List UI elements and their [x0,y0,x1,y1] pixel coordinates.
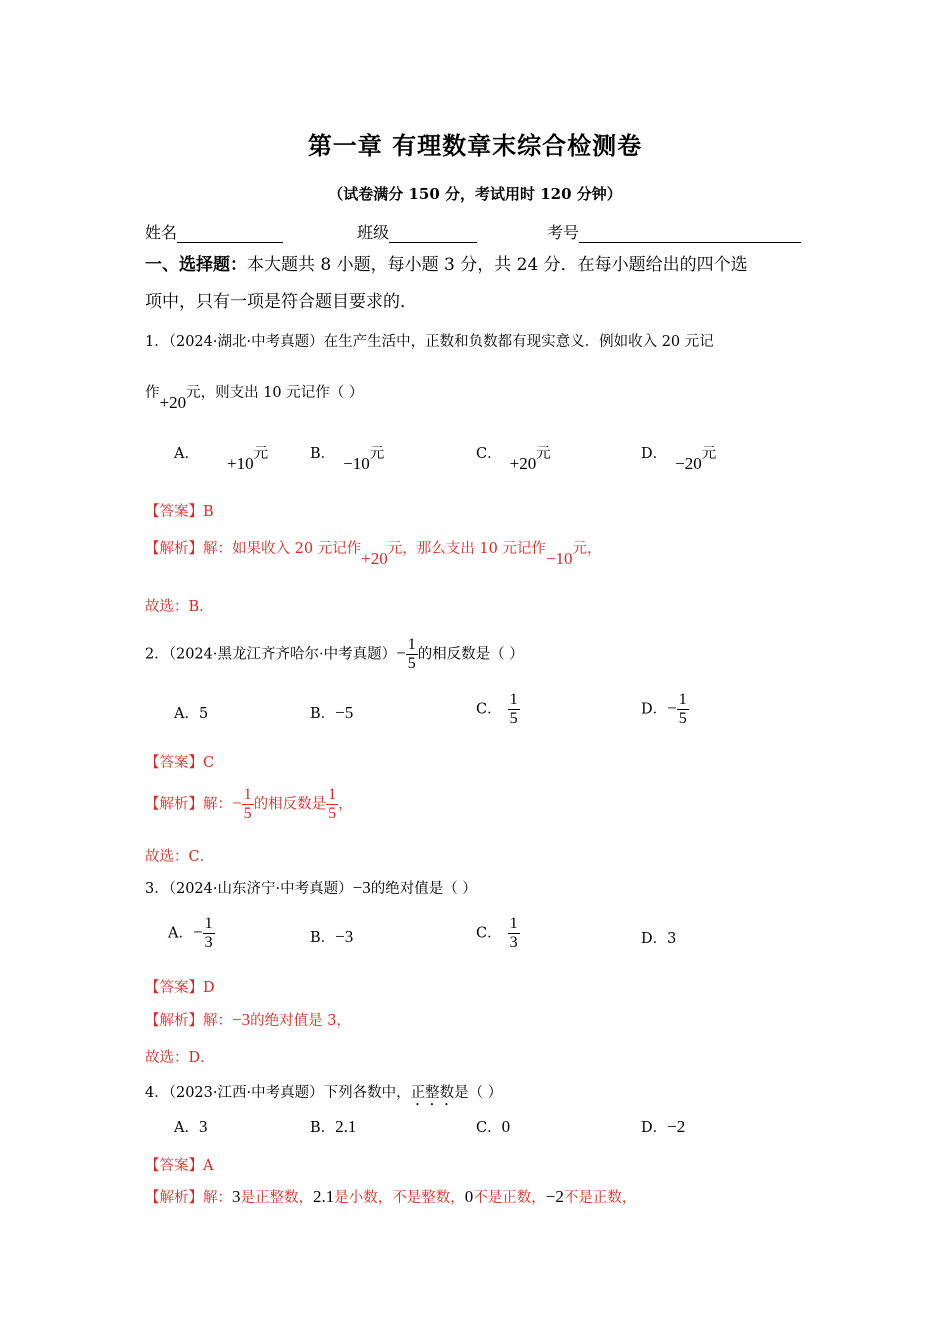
name-label: 姓名 [145,223,178,242]
question-2-stem: 2．（2024·黑龙江齐齐哈尔·中考真题）− $\frac{1}{5}$ 的相反数是（ ） [145,636,524,672]
number-blank[interactable] [579,226,801,243]
question-3-stem: 3．（2024·山东济宁·中考真题）−3的绝对值是（ ） [145,878,477,897]
name-blank[interactable] [177,226,283,243]
number-label: 考号 [547,223,580,242]
q4-option-a[interactable]: A．3 [174,1117,208,1136]
exam-subtitle: （试卷满分 150 分，考试用时 120 分钟） [328,185,622,203]
section-heading: 一、选择题： [145,255,247,275]
q3-option-a[interactable]: A．− $\frac{1}{3}$ [168,915,213,951]
q2-answer: 【答案】C [145,755,215,771]
q2-option-b[interactable]: B．−5 [310,703,354,722]
q3-option-d[interactable]: D．3 [641,931,677,947]
class-field[interactable] [357,220,477,243]
q2-choose: 故选：C． [145,849,215,865]
q3-choose: 故选：D． [145,1050,215,1066]
q2-option-c[interactable]: C． $\frac{1}{5}$ [476,691,518,727]
class-label: 班级 [357,223,390,242]
q3-analysis: 【解析】解：−3的绝对值是 3， [145,1010,351,1029]
emphasized-keyword: 正整数 [410,1085,455,1101]
q4-option-b[interactable]: B．2.1 [310,1117,357,1136]
q4-option-d[interactable]: D．−2 [641,1117,686,1136]
question-4-stem: 4．（2023·江西·中考真题）下列各数中，正整数是（ ） [145,1085,503,1101]
q1-analysis: 【解析】解：如果收入 20 元记作+20元，那么支出 10 元记作−10元， [145,541,602,568]
q3-option-b[interactable]: B．−3 [310,927,354,946]
q2-analysis: 【解析】解：− $\frac{1}{5}$ 的相反数是 $\frac{1}{5}$ ， [145,786,353,822]
number-field[interactable] [547,220,801,243]
q1-option-b[interactable]: B． −10元 [310,446,385,473]
q1-answer: 【答案】B [145,504,214,520]
q1-choose: 故选：B． [145,599,214,615]
question-1-stem: 1．（2024·湖北·中考真题）在生产生活中，正数和负数都有现实意义．例如收入 20 元记 [145,334,714,350]
q2-option-a[interactable]: A．5 [174,706,209,722]
q4-answer: 【答案】A [145,1158,214,1174]
q1-option-a[interactable]: A． +10元 [174,446,269,473]
q1-option-c[interactable]: C． +20元 [476,446,551,473]
q4-analysis: 【解析】解：3是正整数，2.1是小数，不是整数，0不是正数，−2不是正数， [145,1187,637,1206]
section-instructions-line1: 一、选择题：本大题共 8 小题，每小题 3 分，共 24 分．在每小题给出的四个选 [145,255,748,275]
q3-answer: 【答案】D [145,980,215,996]
page-title: 第一章 有理数章末综合检测卷 [307,131,643,160]
q3-option-c[interactable]: C． $\frac{1}{3}$ [476,915,518,951]
section-instructions-line2: 项中，只有一项是符合题目要求的． [145,292,417,312]
question-1-stem-line2: 作+20元，则支出 10 元记作（ ） [145,385,364,412]
name-field[interactable] [145,220,283,243]
q4-option-c[interactable]: C．0 [476,1117,511,1136]
q2-option-d[interactable]: D．− $\frac{1}{5}$ [641,691,687,727]
q1-option-d[interactable]: D． −20元 [641,446,717,473]
class-blank[interactable] [389,226,477,243]
